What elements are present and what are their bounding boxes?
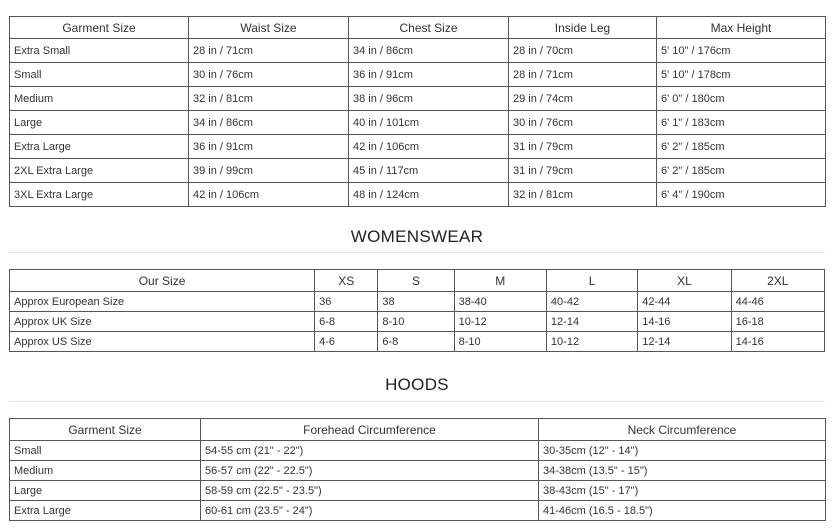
table-cell: 42 in / 106cm xyxy=(349,135,509,159)
table-cell: 6' 2" / 185cm xyxy=(657,135,826,159)
table-cell: 40-42 xyxy=(546,292,637,312)
header-chest-size: Chest Size xyxy=(349,17,509,39)
table-cell: 38 in / 96cm xyxy=(349,87,509,111)
header-neck-circumference: Neck Circumference xyxy=(539,419,826,441)
table-cell: 6-8 xyxy=(315,312,378,332)
table-cell: 6' 0" / 180cm xyxy=(657,87,826,111)
table-cell: Large xyxy=(10,111,189,135)
header-waist-size: Waist Size xyxy=(189,17,349,39)
header-xs: XS xyxy=(315,270,378,292)
table-cell: 2XL Extra Large xyxy=(10,159,189,183)
table-row xyxy=(10,332,825,352)
table-cell: 31 in / 79cm xyxy=(509,135,657,159)
table-row xyxy=(10,159,826,183)
table-cell: 29 in / 74cm xyxy=(509,87,657,111)
table-cell: 12-14 xyxy=(546,312,637,332)
table-cell: 16-18 xyxy=(731,312,824,332)
table-cell: 14-16 xyxy=(731,332,824,352)
table-cell: 36 in / 91cm xyxy=(189,135,349,159)
table-cell: 42 in / 106cm xyxy=(189,183,349,207)
table-cell: 14-16 xyxy=(638,312,731,332)
table-row xyxy=(10,441,826,461)
table-cell: 41-46cm (16.5 - 18.5") xyxy=(539,501,826,521)
table-cell: 60-61 cm (23.5" - 24") xyxy=(201,501,539,521)
table-row xyxy=(10,501,826,521)
table-cell: 28 in / 70cm xyxy=(509,39,657,63)
table-cell: 4-6 xyxy=(315,332,378,352)
table-cell: 6' 1" / 183cm xyxy=(657,111,826,135)
womenswear-heading: WOMENSWEAR xyxy=(350,227,484,246)
table-row xyxy=(10,481,826,501)
table-cell: 6' 4" / 190cm xyxy=(657,183,826,207)
hoods-heading: HOODS xyxy=(385,375,449,394)
table-cell: 30 in / 76cm xyxy=(189,63,349,87)
table-cell: 30 in / 76cm xyxy=(509,111,657,135)
header-l: L xyxy=(546,270,637,292)
table-cell: 5' 10" / 178cm xyxy=(657,63,826,87)
table-cell: 5' 10" / 176cm xyxy=(657,39,826,63)
table-cell: 54-55 cm (21" - 22") xyxy=(201,441,539,461)
table-cell: 34 in / 86cm xyxy=(349,39,509,63)
table-cell: Small xyxy=(10,441,201,461)
section-divider xyxy=(9,252,825,253)
table-cell: 34 in / 86cm xyxy=(189,111,349,135)
table-cell: 6-8 xyxy=(378,332,454,352)
table-cell: Approx UK Size xyxy=(10,312,315,332)
header-forehead-circumference: Forehead Circumference xyxy=(201,419,539,441)
table-row xyxy=(10,39,826,63)
header-2xl: 2XL xyxy=(731,270,824,292)
table-row xyxy=(10,183,826,207)
table-cell: 45 in / 117cm xyxy=(349,159,509,183)
table-cell: Extra Large xyxy=(10,501,201,521)
section-divider xyxy=(9,401,825,402)
table-cell: 38-43cm (15" - 17") xyxy=(539,481,826,501)
table-cell: 30-35cm (12" - 14") xyxy=(539,441,826,461)
table-cell: 28 in / 71cm xyxy=(189,39,349,63)
header-xl: XL xyxy=(638,270,731,292)
header-our-size: Our Size xyxy=(10,270,315,292)
table-cell: 56-57 cm (22" - 22.5") xyxy=(201,461,539,481)
table-cell: 8-10 xyxy=(454,332,546,352)
table-cell: Small xyxy=(10,63,189,87)
table-header-row xyxy=(10,270,825,292)
table-cell: Approx European Size xyxy=(10,292,315,312)
table-cell: 8-10 xyxy=(378,312,454,332)
table-cell: 28 in / 71cm xyxy=(509,63,657,87)
table-cell: 36 xyxy=(315,292,378,312)
womenswear-size-table xyxy=(9,269,825,352)
table-cell: 36 in / 91cm xyxy=(349,63,509,87)
table-row xyxy=(10,312,825,332)
table-cell: 39 in / 99cm xyxy=(189,159,349,183)
table-cell: 42-44 xyxy=(638,292,731,312)
table-cell: Extra Large xyxy=(10,135,189,159)
table-cell: 3XL Extra Large xyxy=(10,183,189,207)
table-cell: 32 in / 81cm xyxy=(509,183,657,207)
header-garment-size: Garment Size xyxy=(10,17,189,39)
table-cell: 6' 2" / 185cm xyxy=(657,159,826,183)
table-cell: Approx US Size xyxy=(10,332,315,352)
table-cell: 38 xyxy=(378,292,454,312)
table-cell: Medium xyxy=(10,461,201,481)
table-row xyxy=(10,135,826,159)
table-cell: Extra Small xyxy=(10,39,189,63)
table-cell: 40 in / 101cm xyxy=(349,111,509,135)
table-cell: 12-14 xyxy=(638,332,731,352)
table-header-row xyxy=(10,419,826,441)
header-m: M xyxy=(454,270,546,292)
table-header-row xyxy=(10,17,826,39)
header-max-height: Max Height xyxy=(657,17,826,39)
header-garment-size: Garment Size xyxy=(10,419,201,441)
header-inside-leg: Inside Leg xyxy=(509,17,657,39)
table-row xyxy=(10,63,826,87)
table-row xyxy=(10,111,826,135)
table-row xyxy=(10,461,826,481)
table-cell: Large xyxy=(10,481,201,501)
table-cell: 31 in / 79cm xyxy=(509,159,657,183)
table-cell: 34-38cm (13.5" - 15") xyxy=(539,461,826,481)
table-cell: Medium xyxy=(10,87,189,111)
table-cell: 10-12 xyxy=(454,312,546,332)
table-cell: 32 in / 81cm xyxy=(189,87,349,111)
table-cell: 38-40 xyxy=(454,292,546,312)
table-cell: 44-46 xyxy=(731,292,824,312)
table-cell: 10-12 xyxy=(546,332,637,352)
hoods-size-table xyxy=(9,418,826,521)
table-cell: 58-59 cm (22.5" - 23.5") xyxy=(201,481,539,501)
header-s: S xyxy=(378,270,454,292)
menswear-size-table xyxy=(9,16,826,207)
table-cell: 48 in / 124cm xyxy=(349,183,509,207)
table-row xyxy=(10,87,826,111)
table-row xyxy=(10,292,825,312)
